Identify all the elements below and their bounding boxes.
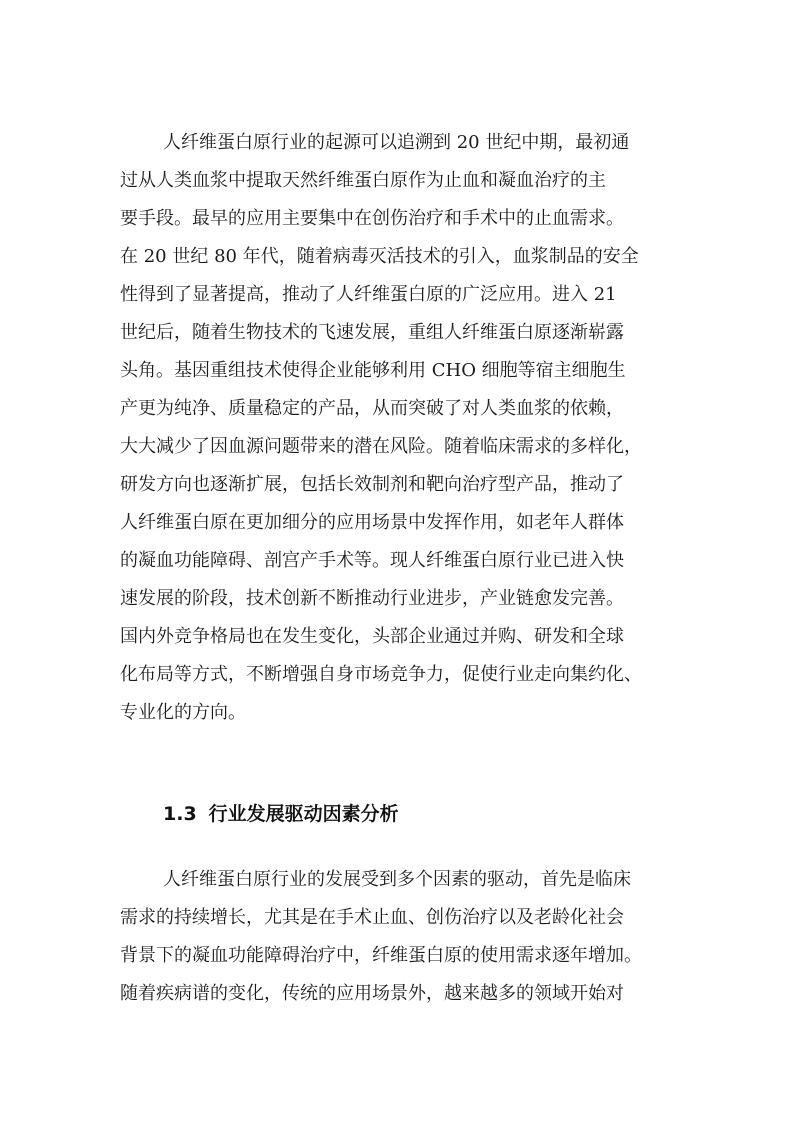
paragraph-line: 大大减少了因血源问题带来的潜在风险。随着临床需求的多样化， — [120, 436, 642, 457]
paragraph-line: 研发方向也逐渐扩展，包括长效制剂和靶向治疗型产品，推动了 — [120, 474, 624, 495]
paragraph-line: 人纤维蛋白原行业的发展受到多个因素的驱动，首先是临床 — [163, 869, 631, 890]
paragraph-line: 产更为纯净、质量稳定的产品，从而突破了对人类血浆的依赖， — [120, 398, 624, 419]
section-title: 行业发展驱动因素分析 — [208, 803, 399, 825]
paragraph-line: 过从人类血浆中提取天然纤维蛋白原作为止血和凝血治疗的主 — [120, 170, 606, 191]
paragraph-line: 速发展的阶段，技术创新不断推动行业进步，产业链愈发完善。 — [120, 588, 624, 609]
paragraph-line: 随着疾病谱的变化，传统的应用场景外，越来越多的领域开始对 — [120, 983, 624, 1004]
section-heading — [163, 801, 399, 827]
paragraph-line: 国内外竞争格局也在发生变化，头部企业通过并购、研发和全球 — [120, 626, 624, 647]
paragraph-line: 人纤维蛋白原行业的起源可以追溯到 20 世纪中期，最初通 — [163, 132, 630, 153]
paragraph-line: 世纪后，随着生物技术的飞速发展，重组人纤维蛋白原逐渐崭露 — [120, 322, 624, 343]
paragraph-line: 化布局等方式，不断增强自身市场竞争力，促使行业走向集约化、 — [120, 664, 642, 685]
paragraph-line: 背景下的凝血功能障碍治疗中，纤维蛋白原的使用需求逐年增加。 — [120, 945, 642, 966]
paragraph-line: 要手段。最早的应用主要集中在创伤治疗和手术中的止血需求。 — [120, 208, 624, 229]
section-number: 1.3 — [163, 803, 197, 825]
paragraph-line: 性得到了显著提高，推动了人纤维蛋白原的广泛应用。进入 21 — [120, 284, 617, 305]
paragraph-line: 人纤维蛋白原在更加细分的应用场景中发挥作用，如老年人群体 — [120, 512, 624, 533]
paragraph-line: 的凝血功能障碍、剖宫产手术等。现人纤维蛋白原行业已进入快 — [120, 550, 624, 571]
paragraph-line: 在 20 世纪 80 年代，随着病毒灭活技术的引入，血浆制品的安全 — [120, 246, 639, 267]
paragraph-line: 头角。基因重组技术使得企业能够利用 CHO 细胞等宿主细胞生 — [120, 360, 626, 381]
paragraph-line: 专业化的方向。 — [120, 702, 246, 723]
paragraph-line: 需求的持续增长，尤其是在手术止血、创伤治疗以及老龄化社会 — [120, 907, 624, 928]
